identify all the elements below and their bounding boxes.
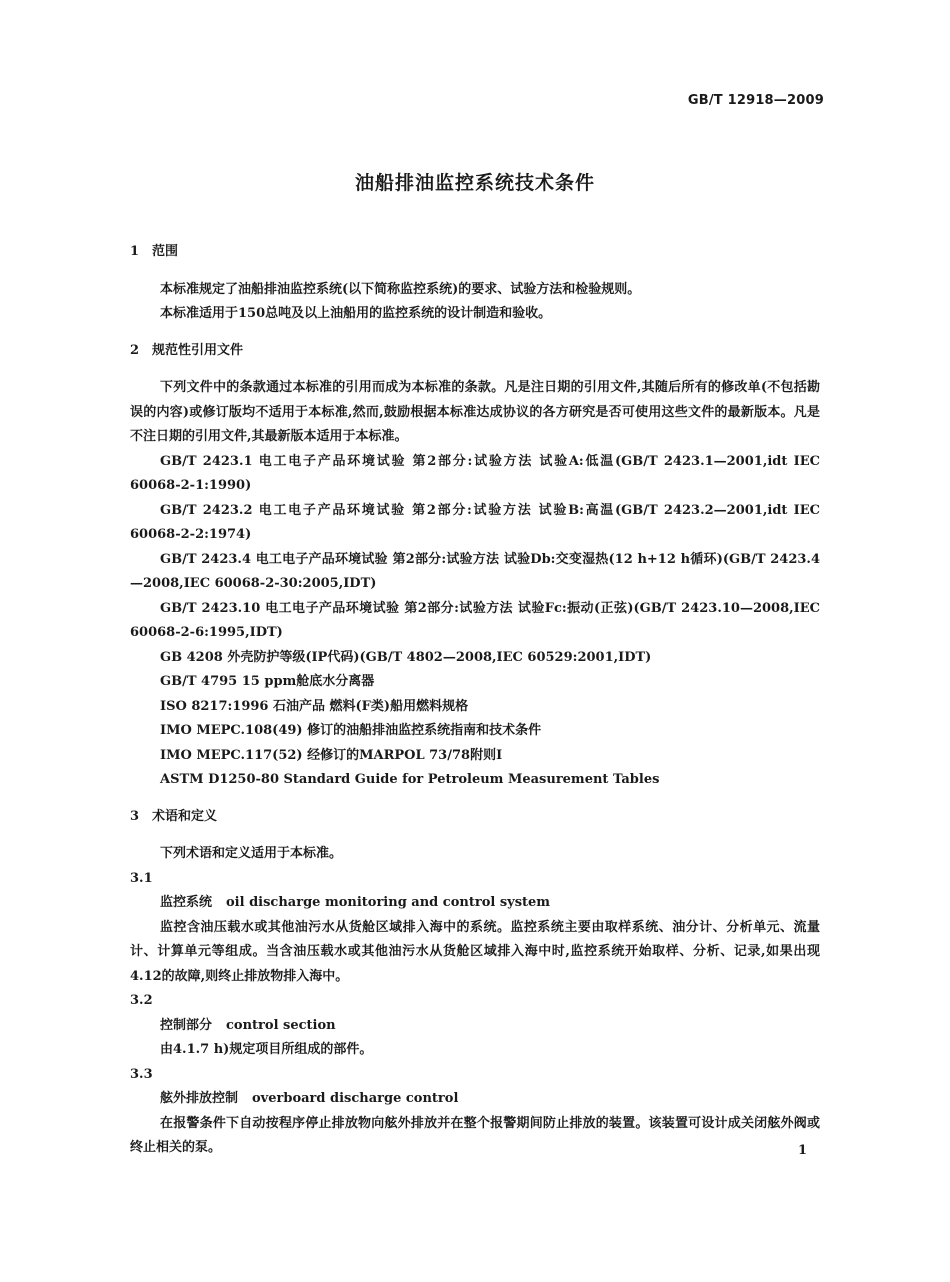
term-cn: 舷外排放控制 [160,1091,239,1106]
term-number: 3.3 [130,1066,153,1082]
term-number: 3.1 [130,870,153,886]
section-3-heading [130,805,820,830]
section-title: 规范性引用文件 [152,342,244,358]
term-title [130,891,820,916]
reference-item: ISO 8217:1996 石油产品 燃料(F类)船用燃料规格 [160,698,469,714]
term-cn: 控制部分 [160,1017,213,1033]
reference-item: GB/T 2423.2 电工电子产品环境试验 第2部分:试验方法 试验B:高温(GB/T 2423.2—2001,idt IEC 60068-2-2:1974) [130,502,820,542]
section-number: 1 [130,244,140,259]
reference-item: GB/T 2423.4 电工电子产品环境试验 第2部分:试验方法 试验Db:交变湿热(12 h+12 h循环)(GB/T 2423.4—2008,IEC 60068-2-30:2005,IDT) [130,551,820,591]
reference-item: IMO MEPC.117(52) 经修订的MARPOL 73/78附则Ⅰ [160,747,503,763]
paragraph: 本标准适用于150总吨及以上油船用的监控系统的设计制造和验收。 [160,306,552,321]
term-title [130,1014,820,1039]
reference-item: ASTM D1250-80 Standard Guide for Petroleum Measurement Tables [160,772,660,787]
section-2-heading [130,339,820,364]
term-definition: 在报警条件下自动按程序停止排放物向舷外排放并在整个报警期间防止排放的装置。该装置可设计成关闭舷外阀或终止相关的泵。 [130,1115,820,1155]
page-number: 1 [797,1143,807,1158]
section-title: 范围 [152,244,179,259]
term-definition: 由4.1.7 h)规定项目所组成的部件。 [160,1042,373,1057]
reference-item: GB/T 2423.1 电工电子产品环境试验 第2部分:试验方法 试验A:低温(GB/T 2423.1—2001,idt IEC 60068-2-1:1990) [130,453,820,493]
standard-code: GB/T 12918—2009 [687,93,824,108]
section-title: 术语和定义 [152,808,218,824]
paragraph: 下列术语和定义适用于本标准。 [160,846,343,861]
term-title [130,1087,820,1112]
reference-item: GB/T 2423.10 电工电子产品环境试验 第2部分:试验方法 试验Fc:振动(正弦)(GB/T 2423.10—2008,IEC 60068-2-6:1995,IDT) [130,600,820,640]
reference-item: GB/T 4795 15 ppm舱底水分离器 [160,674,375,689]
section-1-heading [130,240,820,265]
reference-item: GB 4208 外壳防护等级(IP代码)(GB/T 4802—2008,IEC 60529:2001,IDT) [160,649,652,665]
term-cn: 监控系统 [160,895,213,910]
term-en: overboard discharge control [252,1091,459,1106]
section-number: 3 [130,808,140,824]
term-number: 3.2 [130,993,153,1008]
section-number: 2 [130,342,140,358]
document-title: 油船排油监控系统技术条件 [354,172,595,194]
paragraph: 下列文件中的条款通过本标准的引用而成为本标准的条款。凡是注日期的引用文件,其随后所有的修改单(不包括勘误的内容)或修订版均不适用于本标准,然而,鼓励根据本标准达成协议的各方研究是否可使用这些文件的最新版本。凡是不注日期的引用文件,其最新版本适用于本标准。 [130,380,820,444]
document-body [130,240,820,1161]
term-definition: 监控含油压载水或其他油污水从货舱区域排入海中的系统。监控系统主要由取样系统、油分计、分析单元、流量计、计算单元等组成。当含油压载水或其他油污水从货舱区域排入海中时,监控系统开始取样、分析、记录,如果出现4.12的故障,则终止排放物排入海中。 [130,919,820,984]
paragraph: 本标准规定了油船排油监控系统(以下简称监控系统)的要求、试验方法和检验规则。 [160,281,641,297]
reference-item: IMO MEPC.108(49) 修订的油船排油监控系统指南和技术条件 [160,723,542,738]
term-en: oil discharge monitoring and control system [226,895,551,910]
term-en: control section [226,1017,336,1033]
